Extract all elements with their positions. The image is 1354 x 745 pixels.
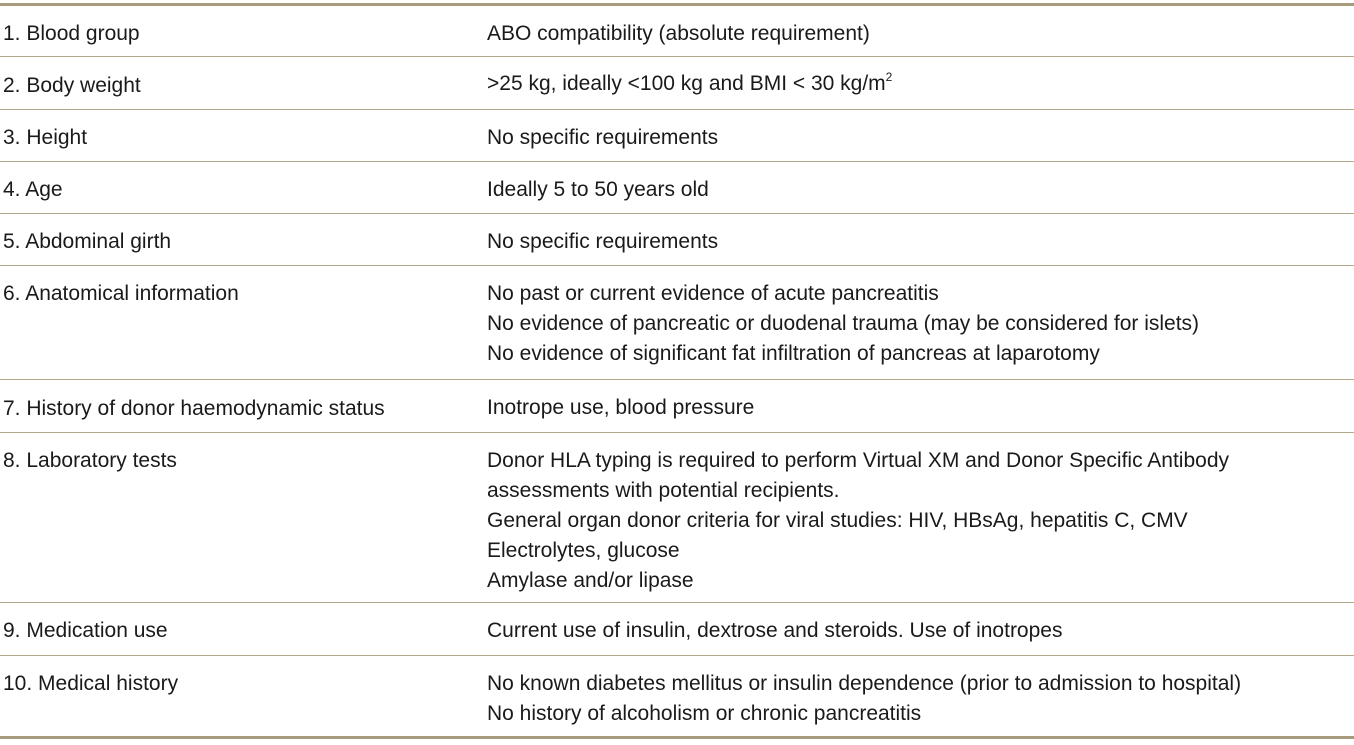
row-value — [487, 214, 1354, 265]
table-row — [0, 6, 1354, 57]
row-label: 10. Medical history — [3, 672, 179, 695]
value-line: No past or current evidence of acute pancreatitis — [487, 282, 939, 305]
table-row — [0, 110, 1354, 162]
row-value — [487, 6, 1354, 56]
table-row — [0, 266, 1354, 380]
row-label: 1. Blood group — [3, 22, 140, 45]
value-line: Current use of insulin, dextrose and steroids. Use of inotropes — [487, 619, 1063, 642]
row-value — [487, 57, 1354, 109]
table-bottom-rule — [0, 736, 1354, 739]
table-row — [0, 214, 1354, 266]
table-row — [0, 57, 1354, 110]
row-value — [487, 380, 1354, 432]
value-line: No evidence of pancreatic or duodenal trauma (may be considered for islets) — [487, 312, 1200, 335]
value-line: No history of alcoholism or chronic pancreatitis — [487, 702, 922, 725]
row-value — [487, 266, 1354, 379]
row-label: 3. Height — [3, 126, 88, 149]
value-line — [487, 69, 1350, 99]
row-label: 7. History of donor haemodynamic status — [3, 397, 385, 420]
row-label: 9. Medication use — [3, 619, 168, 642]
row-label: 6. Anatomical information — [3, 282, 239, 305]
row-label: 8. Laboratory tests — [3, 449, 177, 472]
row-label: 2. Body weight — [3, 74, 141, 97]
row-value — [487, 110, 1354, 161]
row-value — [487, 433, 1354, 602]
value-line: Amylase and/or lipase — [487, 569, 694, 592]
row-value — [487, 603, 1354, 655]
value-line: Inotrope use, blood pressure — [487, 396, 755, 419]
table-row — [0, 656, 1354, 736]
value-line: No evidence of significant fat infiltration of pancreas at laparotomy — [487, 342, 1100, 365]
criteria-table — [0, 3, 1354, 739]
table-row — [0, 603, 1354, 656]
value-line: No specific requirements — [487, 230, 719, 253]
value-text: >25 kg, ideally <100 kg and BMI < 30 kg/m — [487, 72, 886, 95]
row-value — [487, 656, 1354, 736]
row-value — [487, 162, 1354, 213]
value-line: Donor HLA typing is required to perform Virtual XM and Donor Specific Antibody assessments with potential recipients. — [487, 449, 1229, 502]
row-label: 5. Abdominal girth — [3, 230, 172, 253]
value-line: No specific requirements — [487, 126, 719, 149]
value-line: Electrolytes, glucose — [487, 539, 680, 562]
value-line: General organ donor criteria for viral studies: HIV, HBsAg, hepatitis C, CMV — [487, 509, 1188, 532]
table-row — [0, 433, 1354, 603]
value-line: ABO compatibility (absolute requirement) — [487, 22, 870, 45]
table-row — [0, 162, 1354, 214]
row-label: 4. Age — [3, 178, 63, 201]
value-line: Ideally 5 to 50 years old — [487, 178, 709, 201]
table-row — [0, 380, 1354, 433]
value-line: No known diabetes mellitus or insulin dependence (prior to admission to hospital) — [487, 672, 1242, 695]
superscript: 2 — [885, 70, 893, 84]
